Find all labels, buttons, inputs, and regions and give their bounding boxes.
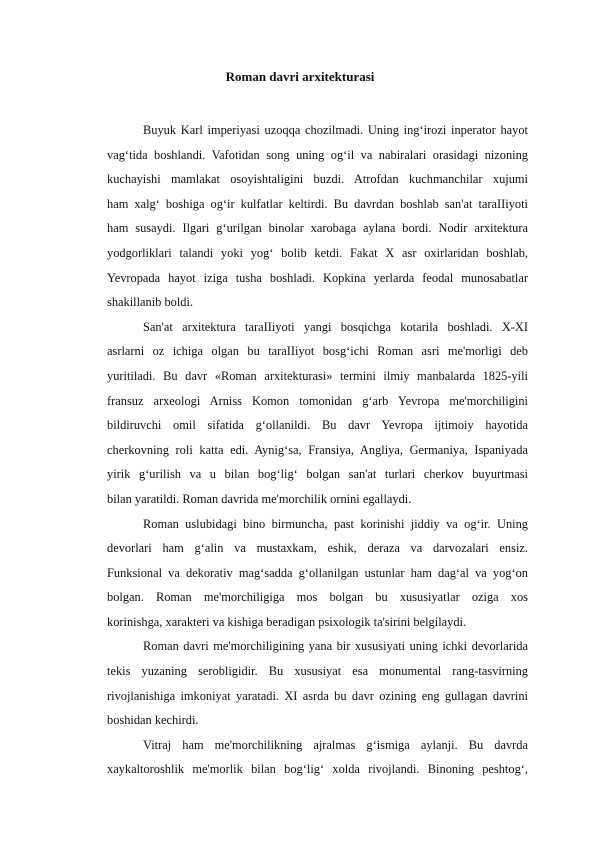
text-line: Yevropada hayot iziga tusha boshladi. Kopkina yerlarda feodal munosabatlar [107,270,528,285]
text-line: fransuz arxeologi Arniss Komon tomonidan g‘arb Yevropa me'morchiligini [107,393,528,408]
text-line: bolgan. Roman me'morchiligiga mos bolgan bu xususiyatlar oziga xos [107,590,528,605]
paragraph-3 [71,512,528,635]
text-line: San'at arxitektura taraIIiyoti yangi bosqichga kotarila boshladi. X-XI [143,319,528,334]
text-line: yirik g‘urilish va u bilan bog‘lig‘ bolgan san'at turlari cherkov buyurtmasi [107,467,528,482]
text-line: ham xalg‘ boshiga og‘ir kulfatlar keltirdi. Bu davrdan boshlab san'at taraIIiyoti [107,196,528,211]
text-line: tekis yuzaning serobligidir. Bu xususiyat esa monumental rang-tasvirning [107,664,528,679]
paragraph-5 [71,733,528,782]
text-line: bildiruvchi omil sifatida g‘ollanildi. Bu davr Yevropa ijtimoiy hayotida [107,418,528,433]
paragraph-1 [71,118,528,315]
text-line: boshidan kechirdi. [107,713,199,728]
text-line: shakillanib boldi. [107,295,194,310]
document-body [71,118,528,782]
paragraph-2 [71,315,528,512]
document-title: Roman davri arxitekturasi [225,69,375,84]
text-line: Funksional va dekorativ mag‘sadda g‘ollanilgan ustunlar ham dag‘al va yog‘on [107,565,528,580]
text-line: devorlari ham g‘alin va mustaxkam, eshik, deraza va darvozalari ensiz. [107,541,528,556]
text-line: Vitraj ham me'morchilikning ajralmas g‘ismiga aylanji. Bu davrda [143,737,528,752]
text-line: bilan yaratildi. Roman davrida me'morchilik ornini egallaydi. [107,491,412,506]
text-line: vag‘tida boshlandi. Vafotidan song uning og‘il va nabiralari orasidagi nizoning [107,147,528,162]
text-line: rivojlanishiga imkoniyat yaratadi. XI asrda bu davr ozining eng gullagan davrini [107,688,528,703]
text-line: Buyuk Karl imperiyasi uzoqqa chozilmadi. Uning ing‘irozi inperator hayot [143,123,528,137]
text-line: cherkovning roli katta edi. Aynig‘sa, Fransiya, Angliya, Germaniya, Ispaniyada [107,442,528,457]
text-line: kuchayishi mamlakat osoyishtaligini buzdi. Atrofdan kuchmanchilar xujumi [107,172,528,187]
text-line: xaykaltoroshlik me'morlik bilan bog‘lig‘ xolda rivojlandi. Binoning peshtog‘, [107,762,528,777]
text-line: ham susaydi. Ilgari g‘urilgan binolar xarobaga aylana bordi. Nodir arxitektura [107,221,528,236]
text-line: korinishga, xarakteri va kishiga beradigan psixologik ta'sirini belgilaydi. [107,614,467,629]
text-line: yuritiladi. Bu davr «Roman arxitekturasi» termini ilmiy manbalarda 1825-yili [107,368,528,383]
text-line: yodgorliklari talandi yoki yog‘ bolib ketdi. Fakat X asr oxirlaridan boshlab, [107,245,528,260]
text-line: Roman uslubidagi bino birmuncha, past korinishi jiddiy va og‘ir. Uning [143,516,528,531]
text-line: asrlarni oz ichiga olgan bu taraIIiyot bosg‘ichi Roman asri me'morligi deb [107,344,528,359]
paragraph-4 [71,634,528,732]
text-line: Roman davri me'morchiligining yana bir xususiyati uning ichki devorlarida [143,639,528,654]
